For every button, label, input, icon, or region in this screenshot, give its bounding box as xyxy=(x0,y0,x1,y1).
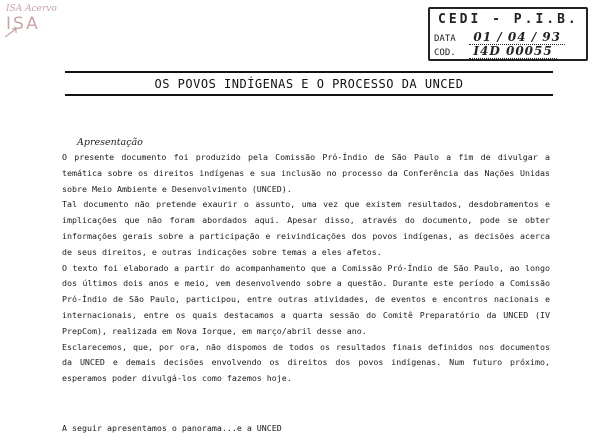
section-label: Apresentação xyxy=(77,137,143,148)
logo-top-text: ISA Acervo xyxy=(6,4,57,14)
document-title: OS POVOS INDÍGENAS E O PROCESSO DA UNCED xyxy=(154,77,464,91)
stamp-code-row xyxy=(434,44,557,58)
logo-main-text: ISA xyxy=(6,14,40,34)
paragraph: Esclarecemos, que, por ora, não dispomos de todos os resultados finais definidos nos documentos da UNCED e demais decisões envolvendo os direitos dos povos indígenas. Num futuro próximo, esperamos poder divulgá-los como fazemos hoje. xyxy=(62,341,550,384)
stamp-code-value: I4D 00055 xyxy=(469,44,556,59)
paragraph: O texto foi elaborado a partir do acompanhamento que a Comissão Pró-Índio de São Paulo, ao longo dos últimos dois anos e meio, vem desenvolvendo sobre a questão. Durante este período a Comissão Pró-Índio de São Paulo, participou, entre outras atividades, de eventos e encontros nacionais e internacionais, entre os quais destacamos a quarta sessão do Comitê Preparatório da UNCED (IV PrepCom), realizada em Nova Iorque, em março/abril desse ano. xyxy=(62,262,550,336)
logo-arrow-icon xyxy=(4,28,18,38)
document-body xyxy=(62,150,550,387)
stamp-code-label: COD. xyxy=(434,48,456,58)
stamp-date-row xyxy=(434,30,565,44)
document-title-box xyxy=(65,71,553,96)
stamp-date-label: DATA xyxy=(434,34,456,44)
isa-acervo-logo xyxy=(4,4,76,40)
archive-stamp xyxy=(428,7,588,61)
stamp-date-value: 01 / 04 / 93 xyxy=(469,30,565,45)
stamp-title: CEDI - P.I.B. xyxy=(438,12,579,27)
cut-off-line: A seguir apresentamos o panorama...e a UNCED xyxy=(62,423,282,433)
paragraph: Tal documento não pretende exaurir o assunto, uma vez que existem resultados, desdobramentos e implicações que não foram abordados aqui. Apesar disso, através do documento, pode se obter informações gerais sobre a participação e reivindicações dos povos indígenas, as decisões acerca de seus direitos, e outras indicações sobre temas a eles afetos. xyxy=(62,199,550,257)
paragraph: O presente documento foi produzido pela Comissão Pró-Índio de São Paulo a fim de divulgar a temática sobre os direitos indígenas e sua inclusão no processo da Conferência das Nações Unidas sobre Meio Ambiente e Desenvolvimento (UNCED). xyxy=(62,152,550,194)
